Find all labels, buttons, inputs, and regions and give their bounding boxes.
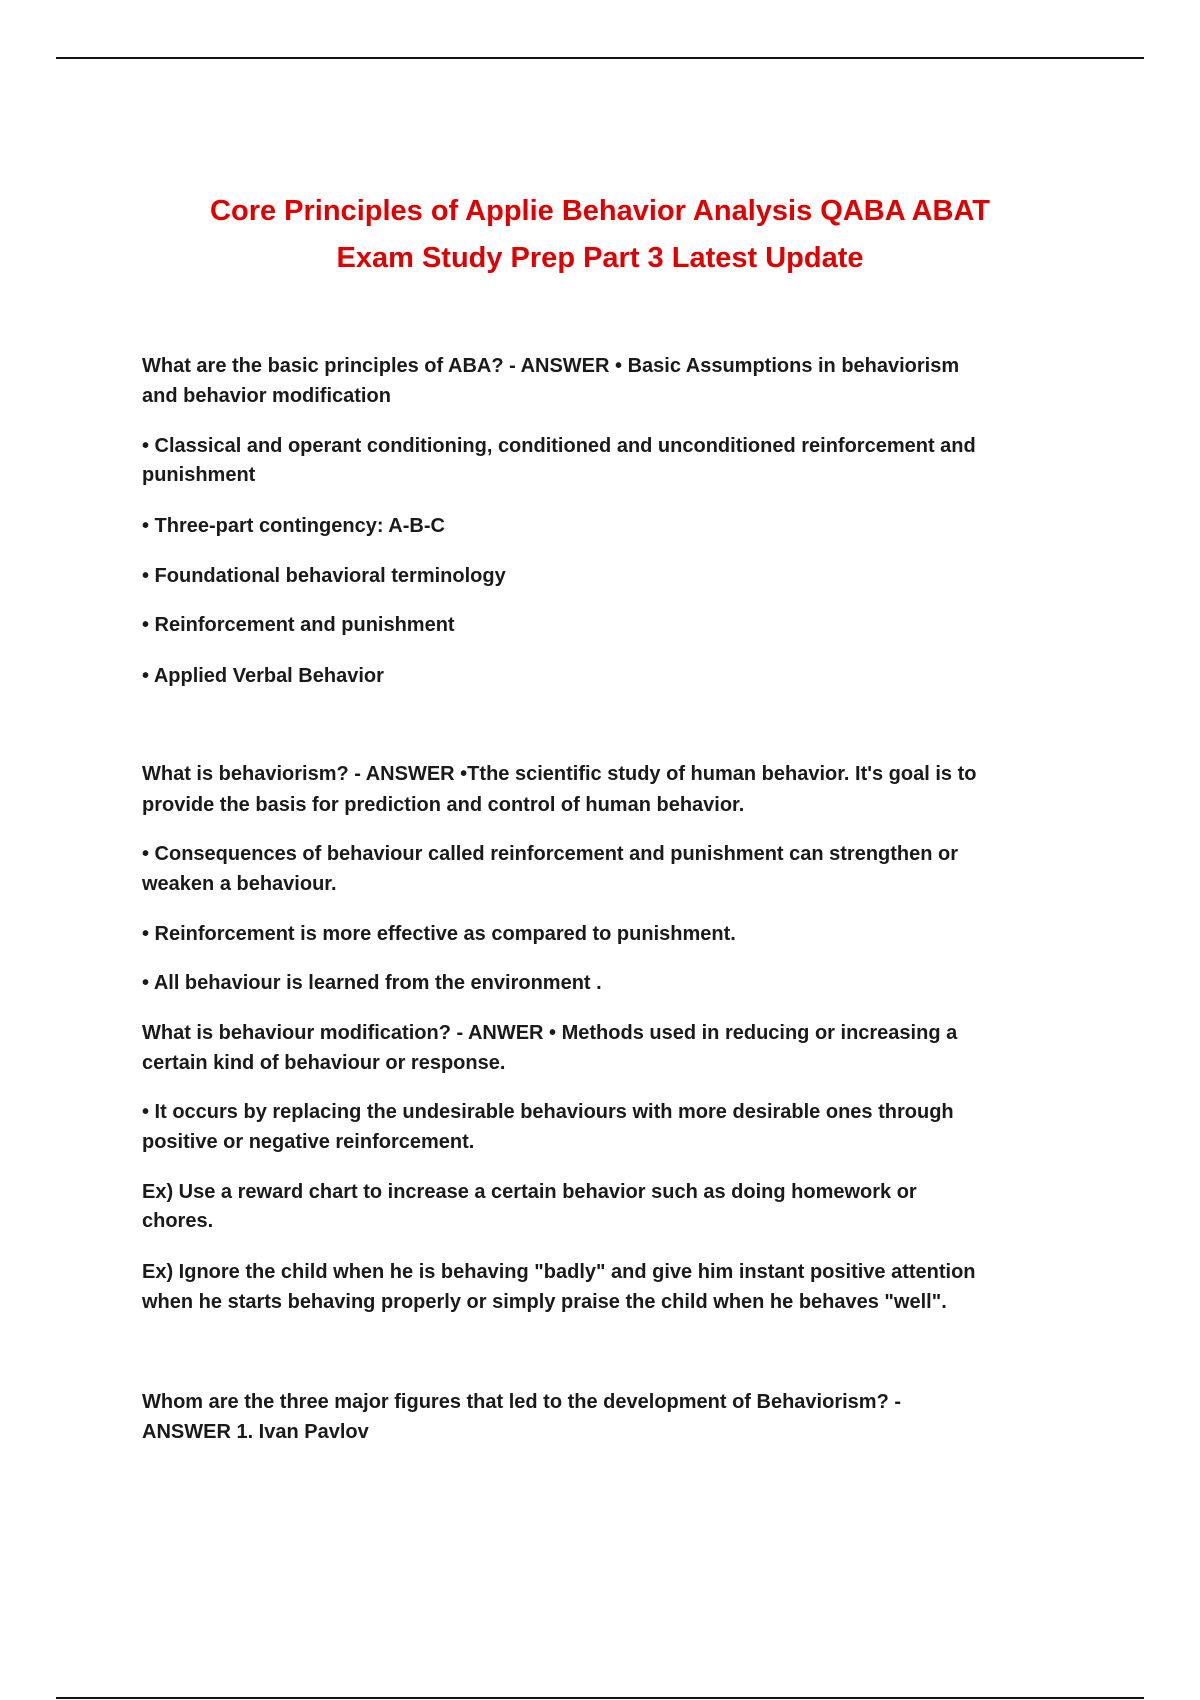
paragraph-8-line-1: • Consequences of behaviour called reinforcement and punishment can strengthen or xyxy=(142,843,959,865)
paragraph-9-line-1: • Reinforcement is more effective as compared to punishment. xyxy=(142,923,736,945)
document-title-line-2: Exam Study Prep Part 3 Latest Update xyxy=(336,242,864,274)
paragraph-11-line-1: What is behaviour modification? - ANWER • Methods used in reducing or increasing a xyxy=(142,1022,958,1044)
paragraph-10-line-1: • All behaviour is learned from the environment . xyxy=(142,972,602,994)
paragraph-12-line-1: • It occurs by replacing the undesirable behaviours with more desirable ones through xyxy=(142,1101,954,1123)
paragraph-13-line-1: Ex) Use a reward chart to increase a certain behavior such as doing homework or xyxy=(142,1181,917,1203)
bottom-rule xyxy=(56,1697,1144,1699)
paragraph-1-line-2: and behavior modification xyxy=(142,385,391,407)
paragraph-3-line-1: • Three-part contingency: A-B-C xyxy=(142,515,445,537)
paragraph-7-line-2: provide the basis for prediction and control of human behavior. xyxy=(142,794,745,816)
paragraph-14-line-1: Ex) Ignore the child when he is behaving "badly" and give him instant positive attention xyxy=(142,1261,976,1283)
document-title-line-1: Core Principles of Applie Behavior Analysis QABA ABAT xyxy=(210,195,990,227)
paragraph-2-line-2: punishment xyxy=(142,464,256,486)
paragraph-4-line-1: • Foundational behavioral terminology xyxy=(142,565,506,587)
paragraph-11-line-2: certain kind of behaviour or response. xyxy=(142,1052,506,1074)
paragraph-8-line-2: weaken a behaviour. xyxy=(142,873,337,895)
top-rule xyxy=(56,57,1144,59)
paragraph-5-line-1: • Reinforcement and punishment xyxy=(142,614,455,636)
paragraph-15-line-1: Whom are the three major figures that led to the development of Behaviorism? - xyxy=(142,1391,902,1413)
paragraph-15-line-2: ANSWER 1. Ivan Pavlov xyxy=(142,1421,369,1443)
paragraph-7-line-1: What is behaviorism? - ANSWER •Tthe scientific study of human behavior. It's goal is to xyxy=(142,763,977,785)
paragraph-2-line-1: • Classical and operant conditioning, conditioned and unconditioned reinforcement and xyxy=(142,435,976,457)
paragraph-14-line-2: when he starts behaving properly or simply praise the child when he behaves "well". xyxy=(142,1291,947,1313)
paragraph-13-line-2: chores. xyxy=(142,1210,214,1232)
paragraph-12-line-2: positive or negative reinforcement. xyxy=(142,1131,475,1153)
paragraph-1-line-1: What are the basic principles of ABA? - ANSWER • Basic Assumptions in behaviorism xyxy=(142,355,960,377)
paragraph-6-line-1: • Applied Verbal Behavior xyxy=(142,665,384,687)
